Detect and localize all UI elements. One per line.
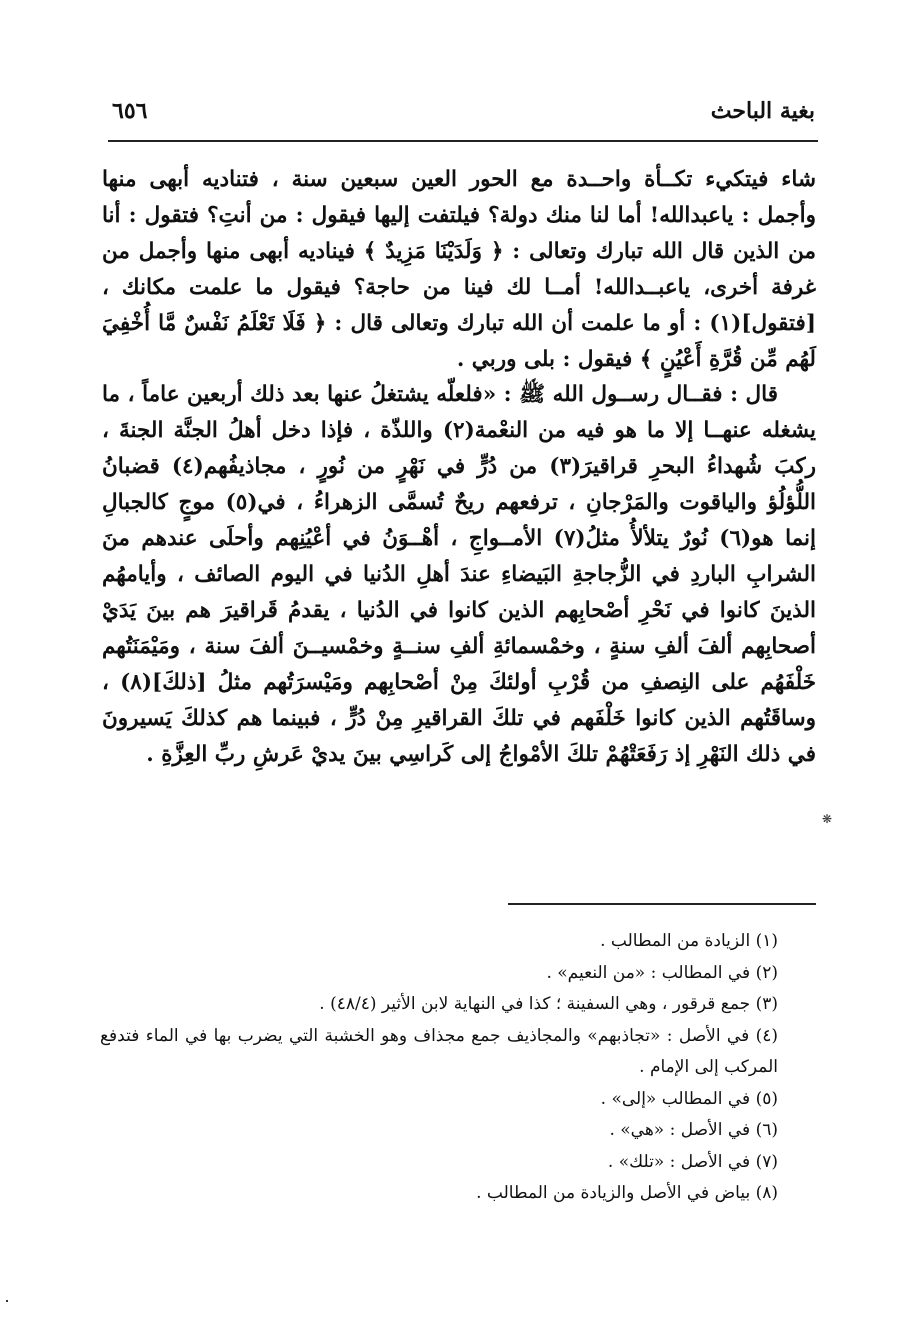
page-number: ٦٥٦: [112, 98, 148, 124]
footnote-5: (٥) في المطالب «إلى» .: [600, 1088, 778, 1109]
margin-ornament: ❋: [822, 812, 833, 826]
paragraph-1: شاء فيتكيء تكــأة واحــدة مع الحور العين سبعين سنة ، فتناديه أبهى منها وأجمل : ياعبدالله! أما لنا منك دولة؟ فيلتفت إليها فيقول : من أنتِ؟ فتقول : أنا من الذين قال الله تبارك وتعالى : ﴿ وَلَدَيْنَا مَزِيدٌ ﴾ فيناديه أبهى منها وأجمل من غرفة أخرى، ياعبــدالله! أمــا لك فينا من حاجة؟ فيقول ما علمت مكانك ، [فتقول](١) : أو ما علمت أن الله تبارك وتعالى قال : ﴿ فَلَا تَعْلَمُ نَفْسٌ مَّا أُخْفِيَ لَهُم مِّن قُرَّةِ أَعْيُنٍ ﴾ فيقول : بلى وربي .: [102, 167, 816, 372]
scan-speck: [6, 1300, 8, 1302]
paragraph-2: قال : فقــال رســول الله ﷺ : «فلعلّه يشتغلُ عنها بعد ذلك أربعين عاماً ، ما يشغله عنهــا إلا ما هو فيه من النعْمة(٢) واللذّة ، فإذا دخل أهلُ الجنَّة الجنةَ ، ركبَ شُهداءُ البحرِ قراقيرَ(٣) من دُرٍّ في نَهْرٍ من نُورٍ ، مجاذيفُهم(٤) قضبانُ اللُّؤلُؤ والياقوت والمَرْجانِ ، ترفعهم ريحٌ تُسمَّى الزهراءُ ، في(٥) موجٍ كالجبالِ إنما هو(٦) نُورٌ يتلألأُ مثلُ(٧) الأمــواجِ ، أهْــوَنُ في أعْيُنِهم وأحلَى عندهم منَ الشرابِ الباردِ في الزُّجاجةِ البَيضاءِ عندَ أهلِ الدُنيا في اليوم الصائف ، وأيامهُم الذينَ كانوا في نَحْرِ أصْحابِهم الذين كانوا في الدُنيا ، يقدمُ قَراقيرَ هم بينَ يَدَيْ أصحابِهم ألفَ ألفِ سنةٍ ، وخمْسمائةِ ألفِ سنــةٍ وخمْسيــنَ ألفَ سنة ، ومَيْمَنَتُهم خَلْفَهُم على النِصفِ من قُرْبِ أولئكَ مِنْ أصْحابِهم ومَيْسرَتُهم مثلُ [ذلكَ](٨) ، وساقَتُهم الذين كانوا خَلْفَهم في تلكَ القراقيرِ مِنْ دُرٍّ ، فبينما هم كذلكَ يَسيرونَ في ذلك النَهْرِ إذ رَفَعَتْهُمْ تلكَ الأمْواجُ إلى كَراسِي بينَ يديْ عَرشِ ربِّ العِزَّةِ .: [102, 382, 817, 767]
footnote-4: (٤) في الأصل : «تجاذبهم» والمجاذيف جمع مجذاف وهو الخشبة التي يضرب بها في الماء فتدفع المركب إلى الإمام .: [100, 1025, 778, 1077]
footnote-1: (١) الزيادة من المطالب .: [600, 931, 778, 951]
footnotes: [100, 926, 816, 1210]
page-header: [112, 98, 815, 138]
main-text: [102, 162, 816, 772]
header-rule: [108, 140, 818, 142]
footnote-8: (٨) بياض في الأصل والزيادة من المطالب .: [476, 1183, 778, 1203]
footnote-6: (٦) في الأصل : «هي» .: [609, 1120, 778, 1140]
footnote-3: (٣) جمع قرقور ، وهي السفينة ؛ كذا في النهاية لابن الأثير (٤٨/٤) .: [319, 994, 778, 1014]
footnote-7: (٧) في الأصل : «تلك» .: [607, 1151, 778, 1172]
running-title: بغية الباحث: [710, 98, 815, 124]
footnote-2: (٢) في المطالب : «من النعيم» .: [546, 962, 778, 983]
footnote-rule: [508, 903, 816, 905]
